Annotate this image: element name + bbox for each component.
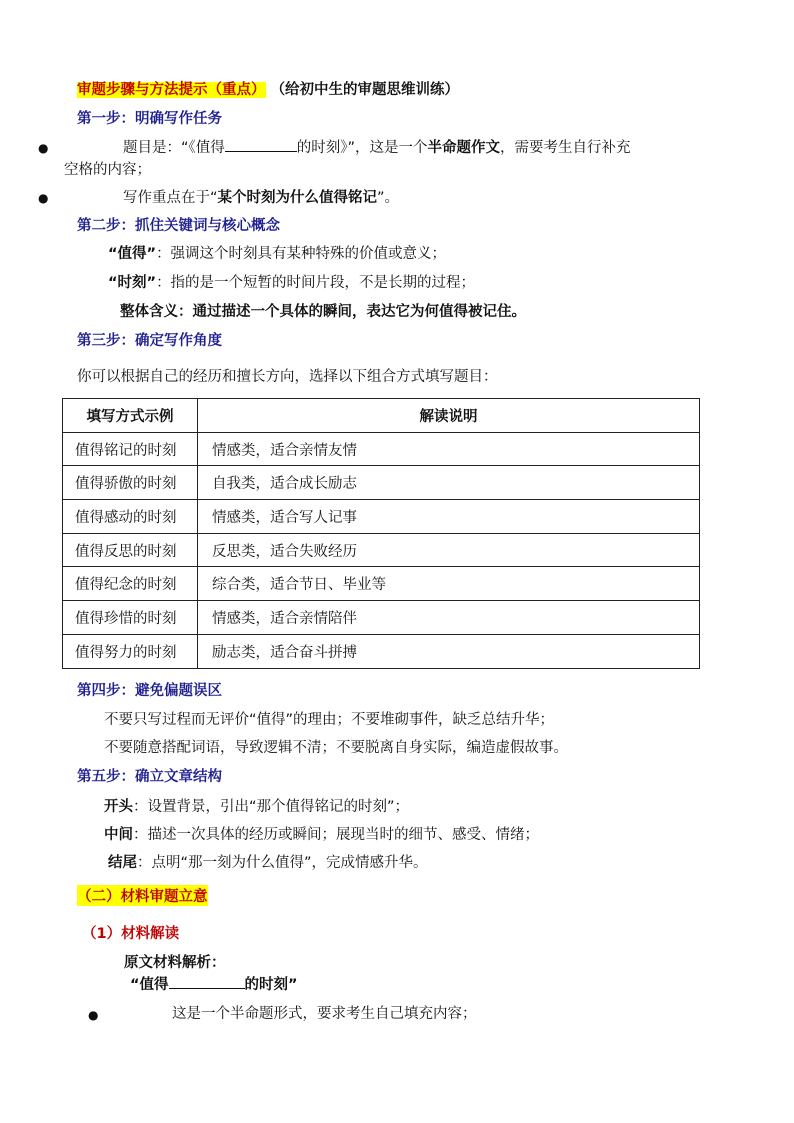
parse-label: 原文材料解析： xyxy=(124,955,226,971)
material-title-pre: “值得 xyxy=(130,977,169,993)
step3-heading: 第三步：确定写作角度 xyxy=(77,333,222,349)
step1-b2-bold: 某个时刻为什么值得铭记 xyxy=(217,190,378,206)
step2-line2 xyxy=(108,271,475,292)
table-cell: 值得珍惜的时刻 xyxy=(63,601,198,635)
table-row xyxy=(63,466,700,500)
section2-bullet: 这是一个半命题形式，要求考生自己填充内容； xyxy=(172,1006,477,1022)
step4-line2: 不要随意搭配词语，导致逻辑不清；不要脱离自身实际，编造虚假故事。 xyxy=(104,740,568,756)
step4-heading: 第四步：避免偏题误区 xyxy=(77,683,222,699)
step2-l1-term: “值得” xyxy=(108,246,157,262)
step5-heading: 第五步：确立文章结构 xyxy=(77,769,222,785)
step1-b2-pre: 写作重点在于“ xyxy=(123,190,218,206)
step1-b1-post: ，需要考生自行补充 xyxy=(500,140,631,156)
step1-b1-pre: 题目是：“《值得 xyxy=(123,140,225,156)
step4-line1: 不要只写过程而无评价“值得”的理由；不要堆砌事件，缺乏总结升华； xyxy=(104,712,555,728)
table-cell: 情感类，适合亲情陪伴 xyxy=(198,601,700,635)
table-cell: 值得反思的时刻 xyxy=(63,533,198,567)
table-header-cell: 填写方式示例 xyxy=(63,399,198,433)
table-row xyxy=(63,533,700,567)
table-cell: 情感类，适合亲情友情 xyxy=(198,432,700,466)
section2-heading: （二）材料审题立意 xyxy=(77,885,208,906)
table-row xyxy=(63,601,700,635)
step1-b1-bold: 半命题作文 xyxy=(427,140,501,156)
section2-subheading: （1）材料解读 xyxy=(82,926,180,942)
step5-line2 xyxy=(104,823,539,844)
step2-heading: 第二步：抓住关键词与核心概念 xyxy=(77,218,280,234)
step5-l2-text: ：描述一次具体的经历或瞬间；展现当时的细节、感受、情绪； xyxy=(133,827,539,843)
table-row xyxy=(63,634,700,668)
step1-bullet2 xyxy=(123,186,399,207)
step5-line3 xyxy=(108,851,428,872)
step3-intro: 你可以根据自己的经历和擅长方向，选择以下组合方式填写题目： xyxy=(77,369,498,385)
step1-heading: 第一步：明确写作任务 xyxy=(77,111,222,127)
heading-subtitle: （给初中生的审题思维训练） xyxy=(270,82,460,98)
table-cell: 自我类，适合成长励志 xyxy=(198,466,700,500)
table-cell: 值得铭记的时刻 xyxy=(63,432,198,466)
blank-line xyxy=(169,974,245,989)
fill-method-table xyxy=(62,398,700,669)
table-cell: 值得骄傲的时刻 xyxy=(63,466,198,500)
step5-l3-term: 结尾 xyxy=(108,855,137,871)
table-row xyxy=(63,567,700,601)
step1-b2-post: ”。 xyxy=(377,190,400,206)
material-title xyxy=(130,973,298,994)
step2-l2-text: ：指的是一个短暂的时间片段，不是长期的过程； xyxy=(156,275,476,291)
table-cell: 综合类，适合节日、毕业等 xyxy=(198,567,700,601)
step2-l1-text: ：强调这个时刻具有某种特殊的价值或意义； xyxy=(156,246,447,262)
table-cell: 反思类，适合失败经历 xyxy=(198,533,700,567)
step5-l3-text: ：点明“那一刻为什么值得”，完成情感升华。 xyxy=(137,855,428,871)
step1-bullet1 xyxy=(123,136,631,157)
table-row xyxy=(63,500,700,534)
material-title-post: 的时刻” xyxy=(244,977,298,993)
table-row xyxy=(63,432,700,466)
table-cell: 值得感动的时刻 xyxy=(63,500,198,534)
bullet-dot-icon: ● xyxy=(38,191,49,205)
step5-l1-term: 开头 xyxy=(104,799,133,815)
bullet-dot-icon: ● xyxy=(88,1008,99,1022)
step1-b1-mid: 的时刻》”，这是一个 xyxy=(296,140,428,156)
step5-line1 xyxy=(104,795,409,816)
blank-line xyxy=(225,137,297,152)
step2-l2-term: “时刻” xyxy=(108,275,157,291)
table-cell: 励志类，适合奋斗拼搏 xyxy=(198,634,700,668)
step5-l2-term: 中间 xyxy=(104,827,133,843)
bullet-dot-icon: ● xyxy=(38,141,49,155)
step1-bullet1-line2: 空格的内容； xyxy=(64,162,151,178)
table-cell: 值得纪念的时刻 xyxy=(63,567,198,601)
table-cell: 情感类，适合写人记事 xyxy=(198,500,700,534)
table-cell: 值得努力的时刻 xyxy=(63,634,198,668)
heading-highlight: 审题步骤与方法提示（重点） xyxy=(77,82,266,98)
document-heading xyxy=(77,78,459,99)
table-header-cell: 解读说明 xyxy=(198,399,700,433)
step2-line3: 整体含义：通过描述一个具体的瞬间，表达它为何值得被记住。 xyxy=(120,304,526,320)
step2-line1 xyxy=(108,242,446,263)
table-header-row xyxy=(63,399,700,433)
step5-l1-text: ：设置背景，引出“那个值得铭记的时刻”； xyxy=(133,799,410,815)
